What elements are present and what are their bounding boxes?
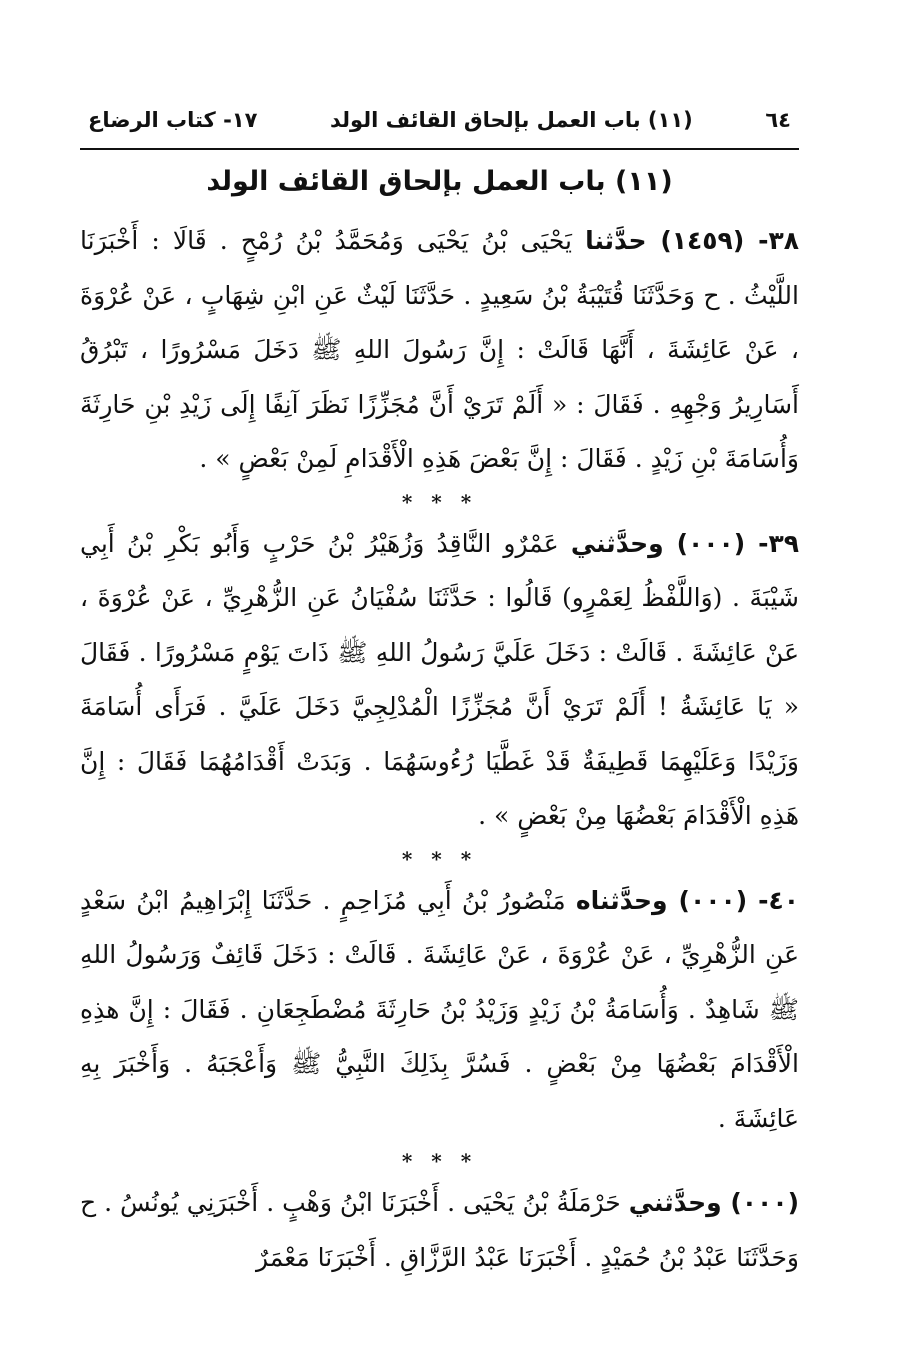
hadith-40	[80, 874, 799, 1147]
header-rule	[80, 148, 799, 150]
page-number: ٦٤	[765, 108, 791, 132]
separator: * * *	[401, 846, 478, 871]
hadith-38	[80, 214, 799, 487]
chapter-title: (١١) باب العمل بإلحاق القائف الولد	[206, 166, 673, 197]
separator: * * *	[401, 1149, 478, 1173]
hadith-number: ٣٩- (٠٠٠) وحدَّثني	[570, 528, 800, 558]
running-header	[88, 108, 791, 136]
body-text	[80, 214, 799, 1285]
hadith-text: حَرْمَلَةُ بْنُ يَحْيَى . أَخْبَرَنَا ابْنُ وَهْبٍ . أَخْبَرَنِي يُونُسُ . ح وَحَدَّثَنَا عَبْدُ بْنُ حُمَيْدٍ . أَخْبَرَنَا عَبْدُ الرَّزَّاقِ . أَخْبَرَنَا مَعْمَرٌ	[80, 1188, 799, 1272]
hadith-number: (٠٠٠) وحدَّثني	[628, 1188, 800, 1217]
separator: * * *	[401, 489, 478, 514]
hadith-text: يَحْيَى بْنُ يَحْيَى وَمُحَمَّدُ بْنُ رُمْحٍ . قَالَا : أَخْبَرَنَا اللَّيْثُ . ح وَحَدَّثَنَا قُتَيْبَةُ بْنُ سَعِيدٍ . حَدَّثَنَا لَيْثٌ عَنِ ابْنِ شِهَابٍ ، عَنْ عُرْوَةَ ، عَنْ عَائِشَةَ ، أَنَّهَا قَالَتْ : إِنَّ رَسُولَ اللهِ ﷺ دَخَلَ مَسْرُورًا ، تَبْرُقُ أَسَارِيرُ وَجْهِهِ . فَقَالَ : « أَلَمْ تَرَيْ أَنَّ مُجَزِّزًا نَظَرَ آنِفًا إِلَى زَيْدِ بْنِ حَارِثَةَ وَأُسَامَةَ بْنِ زَيْدٍ . فَقَالَ : إِنَّ بَعْضَ هَذِهِ الْأَقْدَامِ لَمِنْ بَعْضٍ » .	[80, 226, 799, 473]
hadith-number: ٤٠- (٠٠٠) وحدَّثناه	[575, 885, 799, 915]
hadith-number: ٣٨- (١٤٥٩) حدَّثنا	[585, 226, 799, 255]
header-chapter-ref: (١١) باب العمل بإلحاق القائف الولد	[330, 108, 693, 132]
hadith-text: مَنْصُورُ بْنُ أَبِي مُزَاحِمٍ . حَدَّثَنَا إِبْرَاهِيمُ ابْنُ سَعْدٍ عَنِ الزُّهْرِيِّ ، عَنْ عُرْوَةَ ، عَنْ عَائِشَةَ . قَالَتْ : دَخَلَ قَائِفٌ وَرَسُولُ اللهِ ﷺ شَاهِدٌ . وَأُسَامَةُ بْنُ زَيْدٍ وَزَيْدُ بْنُ حَارِثَةَ مُضْطَجِعَانِ . فَقَالَ : إِنَّ هذِهِ الْأَقْدَامَ بَعْضُهَا مِنْ بَعْضٍ . فَسُرَّ بِذَلِكَ النَّبِيُّ ﷺ وَأَعْجَبَهُ . وَأَخْبَرَ بِهِ عَائِشَةَ .	[80, 885, 799, 1133]
hadith-text: عَمْرٌو النَّاقِدُ وَزُهَيْرُ بْنُ حَرْبٍ وَأَبُو بَكْرِ بْنُ أَبِي شَيْبَةَ . (وَاللَّفْظُ لِعَمْرٍو) قَالُوا : حَدَّثَنَا سُفْيَانُ عَنِ الزُّهْرِيِّ ، عَنْ عُرْوَةَ ، عَنْ عَائِشَةَ . قَالَتْ : دَخَلَ عَلَيَّ رَسُولُ اللهِ ﷺ ذَاتَ يَوْمٍ مَسْرُورًا . فَقَالَ « يَا عَائِشَةُ ! أَلَمْ تَرَيْ أَنَّ مُجَزِّزًا الْمُدْلِجِيَّ دَخَلَ عَلَيَّ . فَرَأَى أُسَامَةَ وَزَيْدًا وَعَلَيْهِمَا قَطِيفَةٌ قَدْ غَطَّيَا رُءُوسَهُمَا . وَبَدَتْ أَقْدَامُهُمَا فَقَالَ : إِنَّ هَذِهِ الْأَقْدَامَ بَعْضُهَا مِنْ بَعْضٍ » .	[80, 528, 799, 830]
hadith-39	[80, 517, 799, 844]
hadith-40-variant	[80, 1176, 799, 1285]
header-book-ref: ١٧- كتاب الرضاع	[88, 108, 258, 132]
